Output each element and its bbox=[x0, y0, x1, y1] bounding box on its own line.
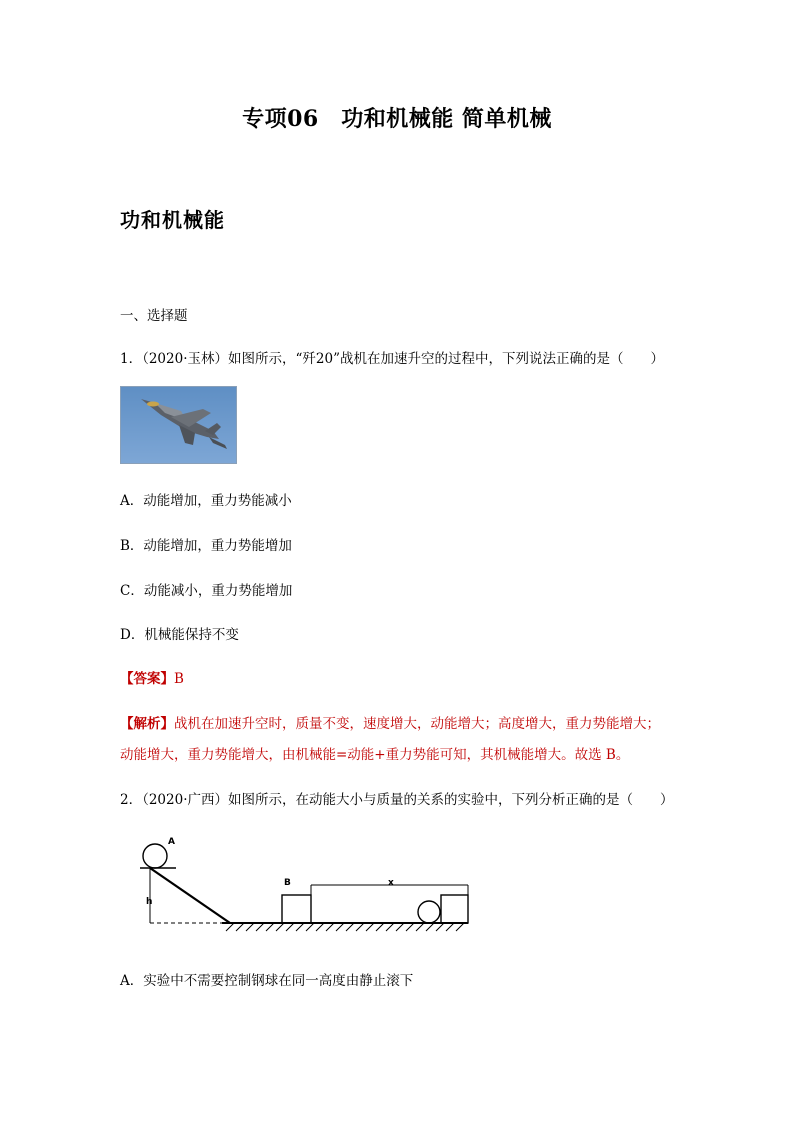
question-1-analysis-line-1 bbox=[120, 712, 660, 732]
question-1-option-d: D．机械能保持不变 bbox=[120, 627, 239, 643]
question-2-stem: 2．（2020·广西）如图所示，在动能大小与质量的关系的实验中，下列分析正确的是（ ） bbox=[120, 792, 674, 808]
block-b-start bbox=[282, 895, 311, 923]
answer-tag: 【答案】 bbox=[120, 671, 174, 687]
ramp-experiment-diagram bbox=[136, 832, 476, 932]
part-heading: 一、选择题 bbox=[120, 308, 188, 324]
section-heading: 功和机械能 bbox=[120, 208, 225, 232]
question-1-stem: 1．（2020·玉林）如图所示，“歼20”战机在加速升空的过程中，下列说法正确的是（ ） bbox=[120, 351, 664, 367]
question-1-option-a: A．动能增加，重力势能减小 bbox=[120, 493, 292, 509]
question-2-option-a: A．实验中不需要控制钢球在同一高度由静止滚下 bbox=[120, 973, 414, 989]
analysis-tag: 【解析】 bbox=[120, 716, 174, 732]
question-1-analysis-line-2: 动能增大，重力势能增大，由机械能=动能+重力势能可知，其机械能增大。故选 B。 bbox=[120, 747, 630, 763]
question-1-option-c: C．动能减小，重力势能增加 bbox=[120, 583, 293, 599]
analysis-text-1: 战机在加速升空时，质量不变，速度增大，动能增大；高度增大，重力势能增大； bbox=[174, 716, 660, 732]
ball-a bbox=[143, 844, 167, 868]
question-1-answer bbox=[120, 667, 184, 687]
ball-end bbox=[418, 901, 440, 923]
answer-value: B bbox=[174, 671, 184, 687]
label-ball-a: A bbox=[168, 837, 175, 847]
question-1-option-b: B．动能增加，重力势能增加 bbox=[120, 538, 292, 554]
label-height-h: h bbox=[146, 897, 153, 907]
block-b-end bbox=[441, 895, 468, 923]
label-distance-x: x bbox=[388, 878, 394, 888]
page-title: 专项06 功和机械能 简单机械 bbox=[242, 106, 552, 132]
label-block-b: B bbox=[284, 878, 291, 888]
fighter-jet-photo bbox=[120, 386, 237, 464]
